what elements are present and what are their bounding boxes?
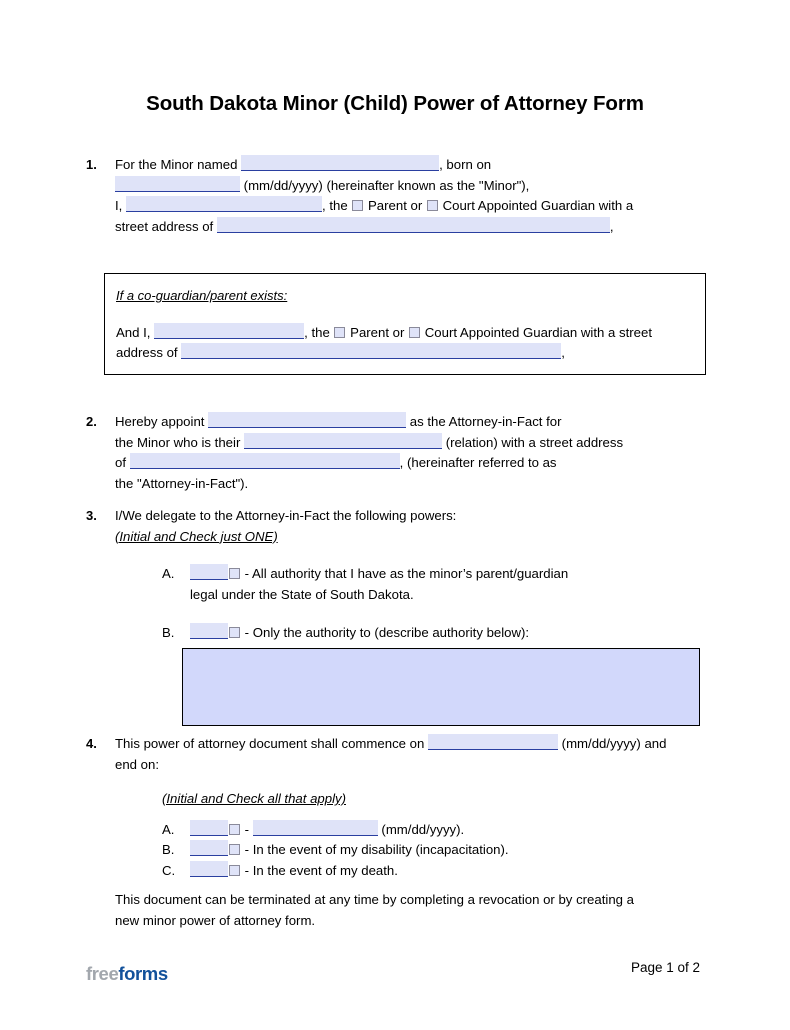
clause-3-option-b-text-line-1: Only the authority to (describe authority below): [252, 625, 530, 641]
clause-3-options [162, 564, 704, 644]
clause-4-option-a-letter: A. [162, 821, 175, 837]
clause-4-section [86, 734, 704, 882]
clause-4-option-c-initial-field[interactable] [190, 861, 228, 877]
clause-2-line-4 [115, 474, 704, 495]
clause-1-label-guardian: Court Appointed Guardian with a [442, 198, 634, 214]
attorney-in-fact-name-field[interactable] [208, 412, 406, 428]
clause-3-instruction [115, 527, 704, 548]
clause-4-label-commence: This power of attorney document shall commence on [115, 736, 425, 751]
co-guardian-label-and-i: And I, [116, 324, 151, 340]
clause-4-content [115, 734, 704, 882]
clause-1-line-1 [115, 155, 704, 176]
clause-2-number: 2. [86, 414, 97, 429]
clause-4 [86, 734, 704, 882]
clause-3-number: 3. [86, 508, 97, 523]
clause-1-label-i: I, [115, 198, 123, 214]
checkbox-clause-4-option-b-icon[interactable] [229, 844, 240, 855]
principal-address-field[interactable] [217, 217, 610, 233]
clause-4-instruction-label: (Initial and Check all that apply) [162, 791, 346, 807]
clause-2-line-3 [115, 453, 704, 474]
clause-4-option-a-dash: - [244, 821, 250, 837]
clause-4-options [162, 820, 704, 882]
clause-2-label-relation: (relation) with a street address [445, 434, 624, 450]
clause-2-line-2 [115, 433, 704, 454]
clause-4-option-c [162, 861, 704, 882]
clause-4-option-a-text-after: (mm/dd/yyyy). [381, 821, 465, 837]
clause-3-content [115, 506, 704, 644]
co-guardian-box [104, 273, 706, 375]
co-guardian-label-the: , the [304, 324, 330, 340]
clause-3-line-1 [115, 506, 704, 527]
clause-2-label-as-aif: as the Attorney-in-Fact for [409, 414, 562, 429]
logo-text-free: free [86, 963, 119, 984]
clause-2-label-minor-who-is: the Minor who is their [115, 434, 241, 450]
logo-text-forms: forms [118, 963, 168, 984]
clause-2-section [86, 412, 704, 494]
checkbox-co-parent-icon[interactable] [334, 327, 345, 338]
closing-content [115, 890, 704, 931]
relation-field[interactable] [244, 433, 442, 449]
co-guardian-line-1 [116, 323, 694, 344]
co-guardian-heading: If a co-guardian/parent exists: [116, 288, 288, 303]
closing-line-1: This document can be terminated at any time by completing a revocation or by creating a [115, 892, 634, 907]
clause-1-label-comma: , [609, 218, 614, 234]
clause-3-label-delegate: I/We delegate to the Attorney-in-Fact the following powers: [115, 508, 457, 523]
clause-3-option-a-dash: - [244, 566, 250, 582]
clause-3-option-b [162, 623, 704, 644]
clause-1-label-dob-format: (mm/dd/yyyy) (hereinafter known as the "Minor"), [243, 177, 530, 193]
clause-2-line-1 [115, 412, 704, 433]
checkbox-clause-3-option-a-icon[interactable] [229, 568, 240, 579]
clause-2-label-aif-quoted: the "Attorney-in-Fact"). [115, 475, 249, 491]
clause-3-option-b-initial-field[interactable] [190, 623, 228, 639]
clause-3-option-a-letter: A. [162, 566, 175, 582]
clause-4-line-1 [115, 734, 704, 755]
clause-3-option-a-text-line-2: legal under the State of South Dakota. [190, 586, 414, 602]
clause-2 [86, 412, 704, 494]
clause-3-option-a-text-line-1: All authority that I have as the minor’s parent/guardian [252, 566, 569, 582]
clause-4-option-b-dash: - [244, 842, 250, 858]
closing-line-2: new minor power of attorney form. [115, 912, 316, 928]
freeforms-logo [86, 963, 168, 985]
clause-1-section [86, 155, 704, 237]
closing-paragraph [86, 890, 704, 931]
attorney-in-fact-address-field[interactable] [130, 453, 400, 469]
checkbox-clause-4-option-a-icon[interactable] [229, 824, 240, 835]
clause-4-option-c-dash: - [244, 862, 250, 878]
minor-name-field[interactable] [241, 155, 439, 171]
checkbox-court-appointed-guardian-icon[interactable] [427, 200, 438, 211]
clause-1-label-street-address: street address of [115, 218, 214, 234]
clause-4-option-c-letter: C. [162, 862, 176, 878]
clause-1-line-3 [115, 196, 704, 217]
clause-4-option-b [162, 840, 704, 861]
clause-3-option-b-dash: - [244, 625, 250, 641]
clause-3-section [86, 506, 704, 644]
clause-2-content [115, 412, 704, 494]
co-guardian-address-field[interactable] [181, 343, 561, 359]
clause-2-label-of: of [115, 455, 126, 471]
clause-4-line-2 [115, 755, 704, 776]
clause-4-number: 4. [86, 736, 97, 751]
clause-3-option-a-initial-field[interactable] [190, 564, 228, 580]
commencement-date-field[interactable] [428, 734, 558, 750]
clause-1-label-born-on: , born on [439, 157, 492, 172]
clause-1-content [115, 155, 704, 237]
clause-4-option-b-text: In the event of my disability (incapacitation). [252, 842, 509, 858]
co-guardian-label-comma: , [561, 345, 565, 361]
clause-1-line-2 [115, 176, 704, 197]
clause-4-option-b-letter: B. [162, 842, 175, 858]
principal-name-field[interactable] [126, 196, 322, 212]
co-guardian-line-2 [116, 343, 694, 364]
clause-1 [86, 155, 704, 237]
clause-1-line-4 [115, 217, 704, 238]
checkbox-clause-4-option-c-icon[interactable] [229, 865, 240, 876]
clause-3-instruction-label: (Initial and Check just ONE) [115, 528, 278, 544]
page-number: Page 1 of 2 [630, 960, 700, 975]
page-title: South Dakota Minor (Child) Power of Attorney Form [146, 92, 644, 115]
minor-dob-field[interactable] [115, 176, 240, 192]
co-guardian-label-address-of: address of [116, 345, 178, 361]
clause-2-label-hereinafter: , (hereinafter referred to as [399, 455, 557, 471]
clause-4-instruction-wrap [162, 789, 704, 881]
clause-3-option-a-continued [190, 585, 704, 606]
clause-4-option-a [162, 820, 704, 841]
authority-description-textarea[interactable] [182, 648, 700, 726]
clause-1-number: 1. [86, 157, 97, 172]
clause-4-option-a-initial-field[interactable] [190, 820, 228, 836]
clause-4-label-end-on: end on: [115, 756, 159, 772]
termination-date-field[interactable] [253, 820, 378, 836]
co-guardian-label-guardian: Court Appointed Guardian with a street [424, 324, 653, 340]
clause-4-option-b-initial-field[interactable] [190, 840, 228, 856]
clause-1-label-parent-or: Parent or [368, 198, 423, 214]
co-guardian-label-parent-or: Parent or [350, 324, 405, 340]
checkbox-clause-3-option-b-icon[interactable] [229, 627, 240, 638]
clause-1-label-the: , the [322, 198, 348, 214]
clause-3-option-b-letter: B. [162, 625, 175, 641]
clause-2-label-hereby-appoint: Hereby appoint [115, 414, 205, 429]
clause-1-label-minor-named: For the Minor named [115, 157, 238, 172]
checkbox-parent-icon[interactable] [352, 200, 363, 211]
clause-3-option-a [162, 564, 704, 585]
co-guardian-name-field[interactable] [154, 323, 304, 339]
checkbox-co-court-appointed-guardian-icon[interactable] [409, 327, 420, 338]
clause-4-instruction [162, 789, 704, 810]
clause-3 [86, 506, 704, 644]
clause-4-option-c-text: In the event of my death. [252, 862, 398, 878]
clause-4-label-date-format: (mm/dd/yyyy) and [561, 736, 667, 751]
